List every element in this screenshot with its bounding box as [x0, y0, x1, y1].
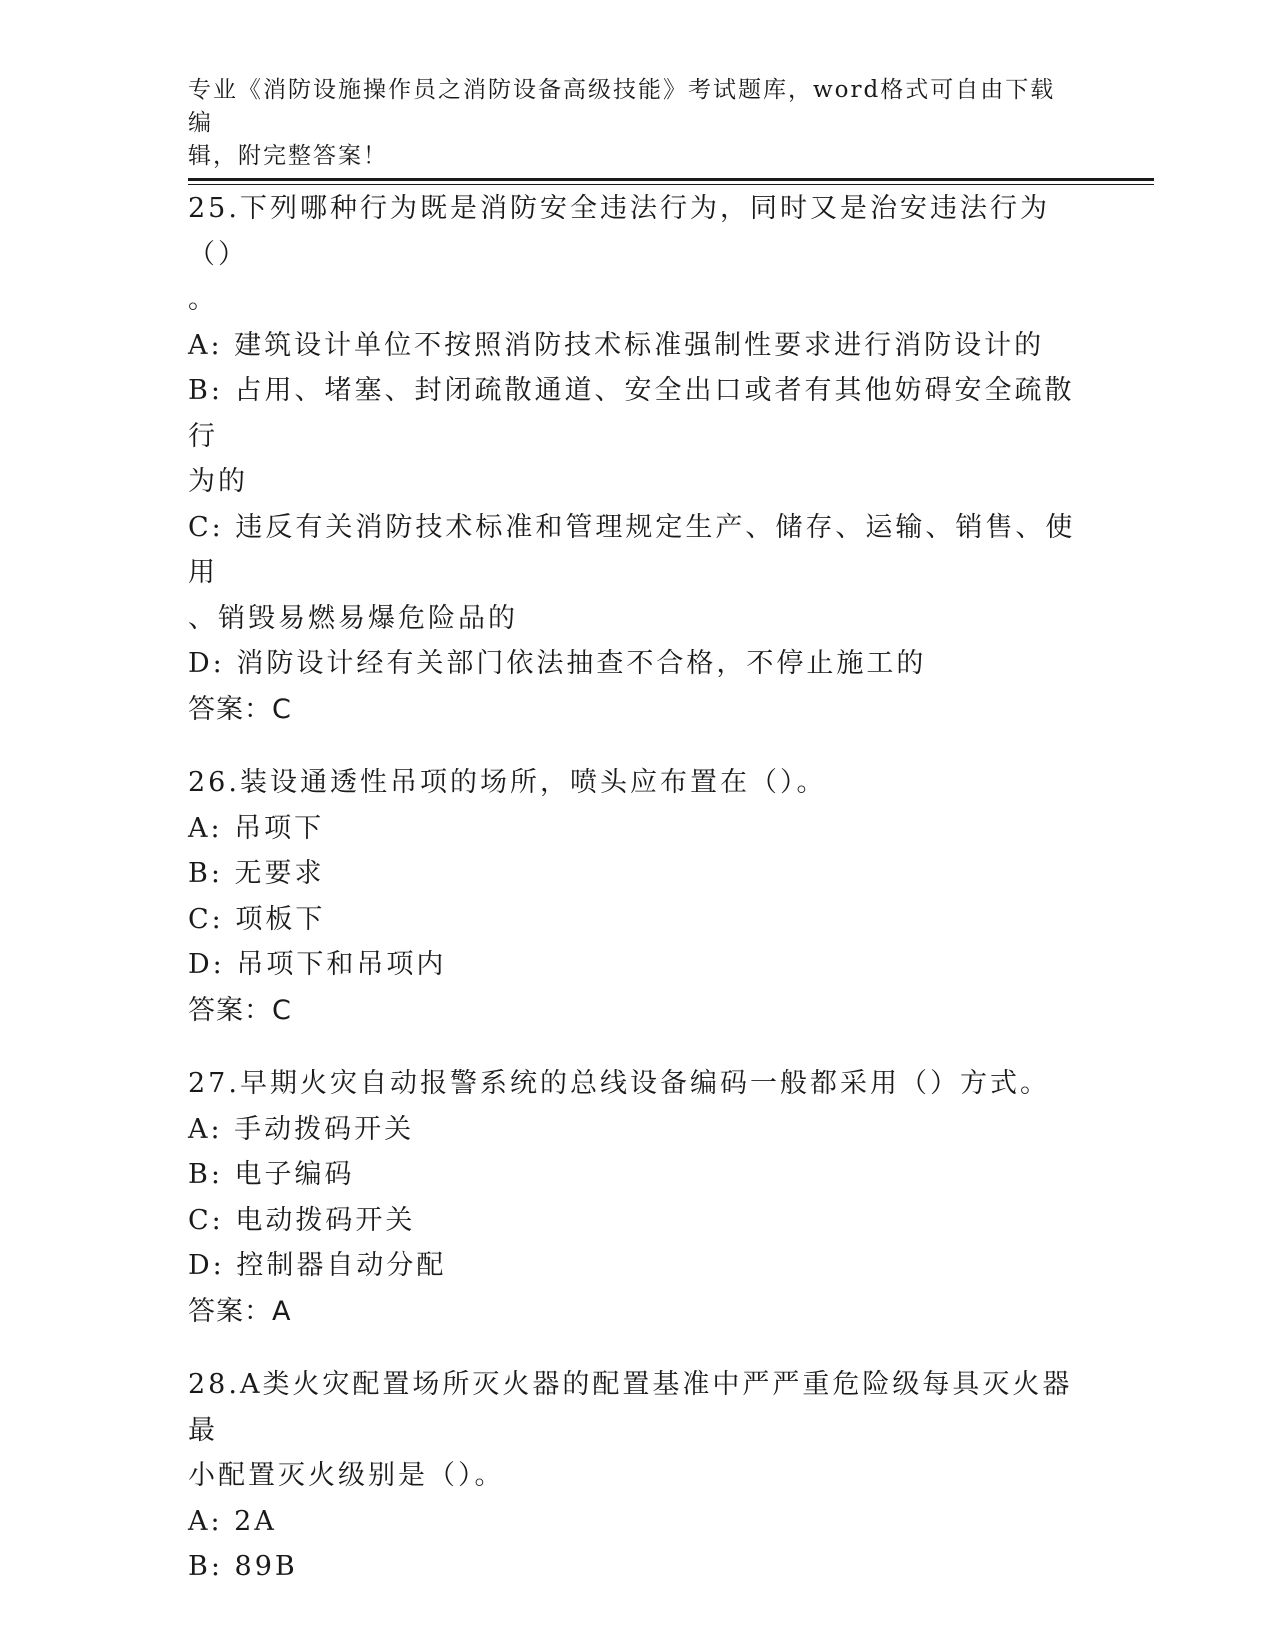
document-header: [188, 74, 1068, 173]
answer-option-line: C: 项板下: [188, 903, 326, 935]
header-line-1: 专业《消防设施操作员之消防设备高级技能》考试题库，word格式可自由下载编: [188, 77, 1056, 136]
question-stem-line: 27.早期火灾自动报警系统的总线设备编码一般都采用（）方式。: [188, 1068, 1050, 1099]
answer-option-line: B: 电子编码: [188, 1159, 355, 1190]
question-block: [188, 1061, 1088, 1334]
answer-option-line: A: 建筑设计单位不按照消防技术标准强制性要求进行消防设计的: [188, 329, 1045, 361]
question-stem-line: 26.装设通透性吊项的场所，喷头应布置在（）。: [188, 767, 827, 798]
question-stem-line: 小配置灭火级别是（）。: [188, 1460, 505, 1491]
answer-option-line: A: 2A: [188, 1505, 277, 1537]
answer-key: 答案：A: [188, 1295, 292, 1327]
question-stem-line: 25.下列哪种行为既是消防安全违法行为，同时又是治安违法行为（）: [188, 193, 1050, 270]
answer-option-line: A: 手动拨码开关: [188, 1113, 415, 1145]
question-block: [188, 760, 1088, 1033]
answer-option-line: D: 消防设计经有关部门依法抽查不合格，不停止施工的: [188, 648, 927, 679]
answer-option-line: C: 电动拨码开关: [188, 1204, 416, 1236]
answer-option-line: D: 吊项下和吊项内: [188, 949, 447, 980]
header-divider-thick: [188, 178, 1154, 181]
question-block: [188, 186, 1088, 732]
answer-option-line: B: 89B: [188, 1551, 298, 1582]
answer-option-line: 为的: [188, 466, 248, 497]
question-stem-line: 。: [188, 284, 218, 315]
header-divider-thin: [188, 184, 1154, 185]
answer-option-line: B: 占用、堵塞、封闭疏散通道、安全出口或者有其他妨碍安全疏散行: [188, 375, 1075, 452]
answer-option-line: C: 违反有关消防技术标准和管理规定生产、储存、运输、销售、使用: [188, 511, 1076, 588]
question-stem-line: 28.A类火灾配置场所灭火器的配置基准中严严重危险级每具灭火器最: [188, 1369, 1073, 1446]
answer-option-line: 、销毁易燃易爆危险品的: [188, 602, 518, 634]
answer-option-line: A: 吊项下: [188, 812, 325, 844]
question-list: [188, 186, 1088, 1618]
question-block: [188, 1362, 1088, 1590]
header-line-2: 辑，附完整答案！: [188, 143, 388, 169]
answer-key: 答案：C: [188, 994, 292, 1026]
answer-option-line: B: 无要求: [188, 858, 325, 889]
answer-option-line: D: 控制器自动分配: [188, 1250, 447, 1281]
answer-key: 答案：C: [188, 693, 292, 725]
